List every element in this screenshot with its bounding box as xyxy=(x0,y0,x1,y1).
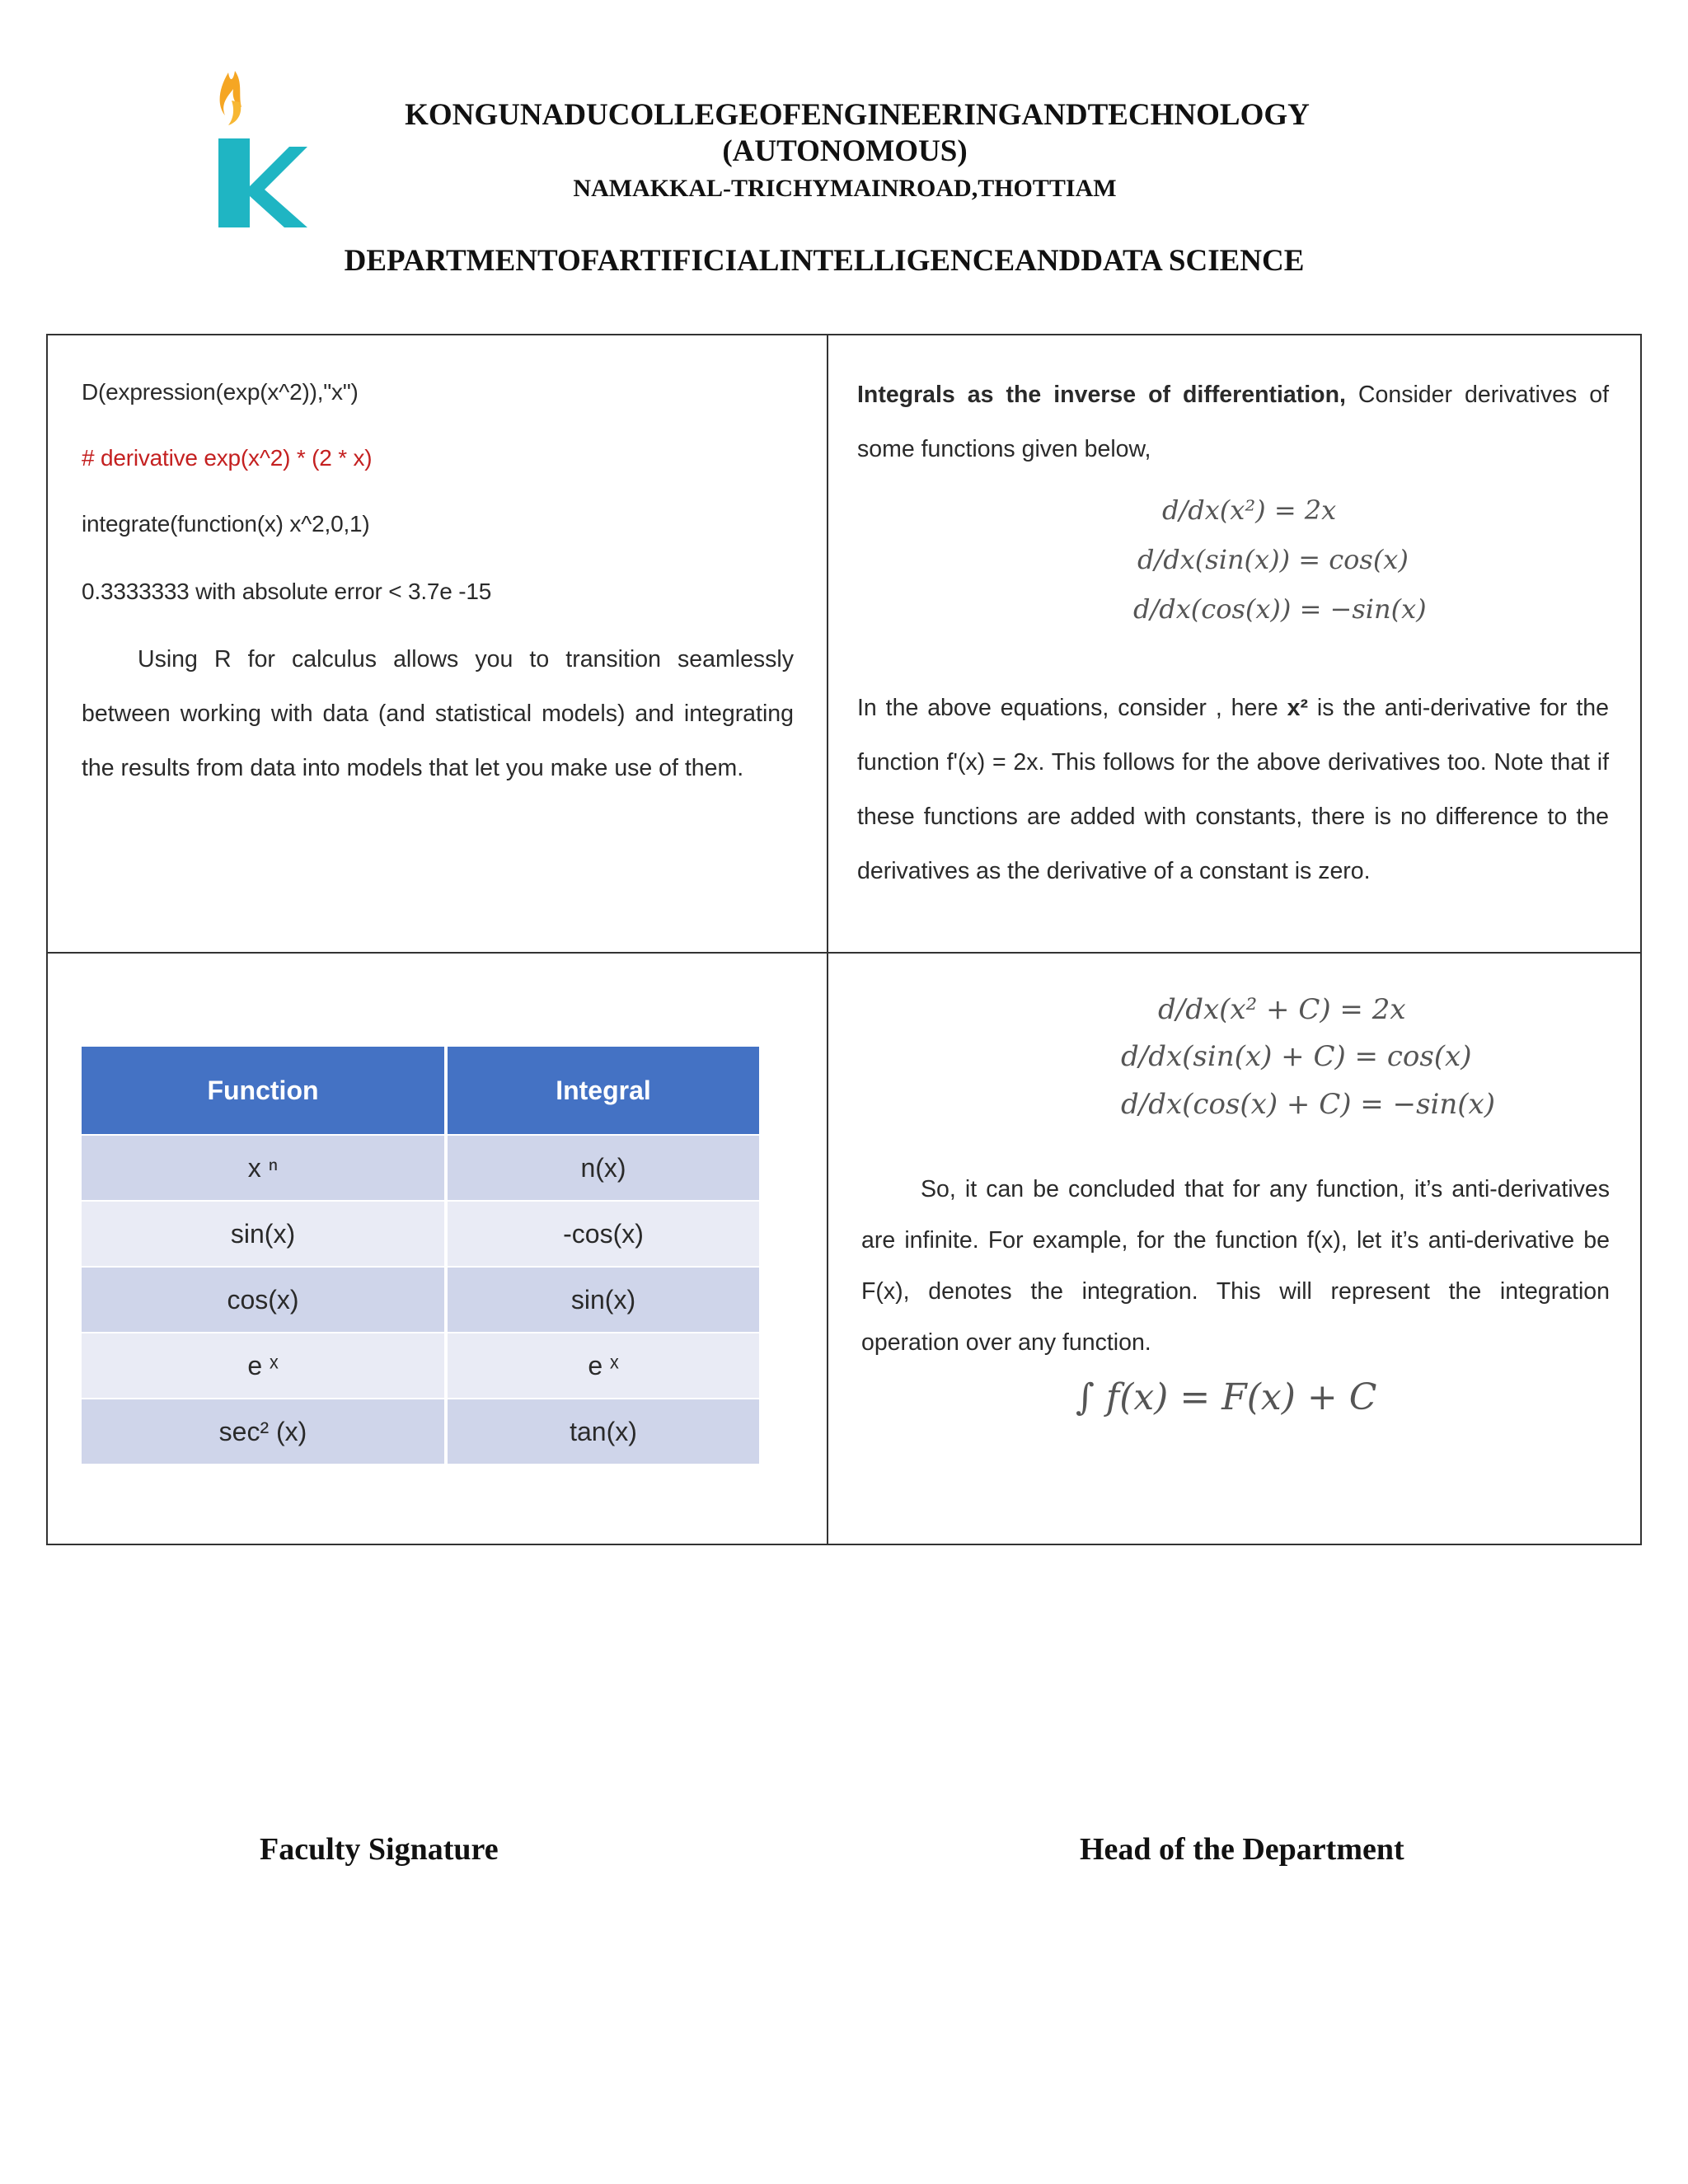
autonomous-label: (AUTONOMOUS) xyxy=(722,134,968,168)
integrals-intro-text: Consider derivatives of some functions given below, xyxy=(857,382,1609,462)
table-cell: -cos(x) xyxy=(446,1201,759,1267)
table-cell: sin(x) xyxy=(82,1201,446,1267)
anti-derivative-text-end: is the anti-derivative for the function f'(x) = 2x. This follows for the above derivatives too. Note that if these functions are added with constants, there is no difference to the derivatives as the derivative of a constant is zero. xyxy=(857,695,1609,884)
anti-derivative-bold-term: x² xyxy=(1287,695,1308,721)
grid-horizontal-divider xyxy=(46,952,1642,954)
r-code-derivative: D(expression(exp(x^2)),"x") xyxy=(82,379,359,405)
r-calculus-paragraph: Using R for calculus allows you to transition seamlessly between working with data (and statistical models) and integrating the results from data into models that let you make use of them. xyxy=(82,646,794,781)
equation-derivative-x2-plus-c: d/dx(x² + C) = 2x xyxy=(1158,993,1406,1026)
faculty-signature: Faculty Signature xyxy=(260,1832,499,1867)
integrals-intro xyxy=(857,368,1609,476)
table-row xyxy=(82,1267,759,1333)
table-row xyxy=(82,1201,759,1267)
table-cell: e ˣ xyxy=(82,1333,446,1399)
anti-derivatives-infinite-paragraph: So, it can be concluded that for any function, it’s anti-derivatives are infinite. For example, for the function f(x), let it’s anti-derivative be F(x), denotes the integration. This will represent the integration operation over any function. xyxy=(861,1176,1610,1356)
institution-name: KONGUNADUCOLLEGEOFENGINEERINGANDTECHNOLOGY xyxy=(405,98,1310,132)
equation-derivative-cos-plus-c: d/dx(cos(x) + C) = −sin(x) xyxy=(1121,1088,1495,1121)
letter-k-stem xyxy=(218,138,250,227)
anti-derivative-paragraph xyxy=(857,681,1609,898)
anti-derivative-text-start: In the above equations, consider , here xyxy=(857,695,1287,721)
table-row xyxy=(82,1333,759,1399)
table-cell: tan(x) xyxy=(446,1399,759,1464)
equation-derivative-cos: d/dx(cos(x)) = −sin(x) xyxy=(1133,593,1427,625)
integral-table xyxy=(82,1047,759,1464)
equation-derivative-sin-plus-c: d/dx(sin(x) + C) = cos(x) xyxy=(1121,1040,1472,1073)
r-code-comment: # derivative exp(x^2) * (2 * x) xyxy=(82,445,373,471)
equation-derivative-sin: d/dx(sin(x)) = cos(x) xyxy=(1137,544,1409,575)
hod-signature: Head of the Department xyxy=(1080,1832,1404,1867)
table-cell: n(x) xyxy=(446,1135,759,1201)
r-code-integrate: integrate(function(x) x^2,0,1) xyxy=(82,511,370,537)
address: NAMAKKAL-TRICHYMAINROAD,THOTTIAM xyxy=(573,175,1117,202)
table-header-integral: Integral xyxy=(446,1047,759,1135)
table-cell: cos(x) xyxy=(82,1267,446,1333)
table-row xyxy=(82,1399,759,1464)
r-code-output: 0.3333333 with absolute error < 3.7e -15 xyxy=(82,579,492,604)
equation-derivative-x2: d/dx(x²) = 2x xyxy=(1162,494,1337,526)
kongu-logo xyxy=(210,64,309,233)
table-cell: e ˣ xyxy=(446,1333,759,1399)
integral-formula: ∫ f(x) = F(x) + C xyxy=(1076,1376,1377,1418)
table-cell: x ⁿ xyxy=(82,1135,446,1201)
department-name: DEPARTMENTOFARTIFICIALINTELLIGENCEANDDATA SCIENCE xyxy=(344,244,1305,278)
table-cell: sin(x) xyxy=(446,1267,759,1333)
letter-k-arm xyxy=(250,147,307,227)
table-row xyxy=(82,1135,759,1201)
table-cell: sec² (x) xyxy=(82,1399,446,1464)
integrals-heading: Integrals as the inverse of differentiation, xyxy=(857,382,1346,408)
table-header-function: Function xyxy=(82,1047,446,1135)
grid-vertical-divider xyxy=(827,334,828,1545)
